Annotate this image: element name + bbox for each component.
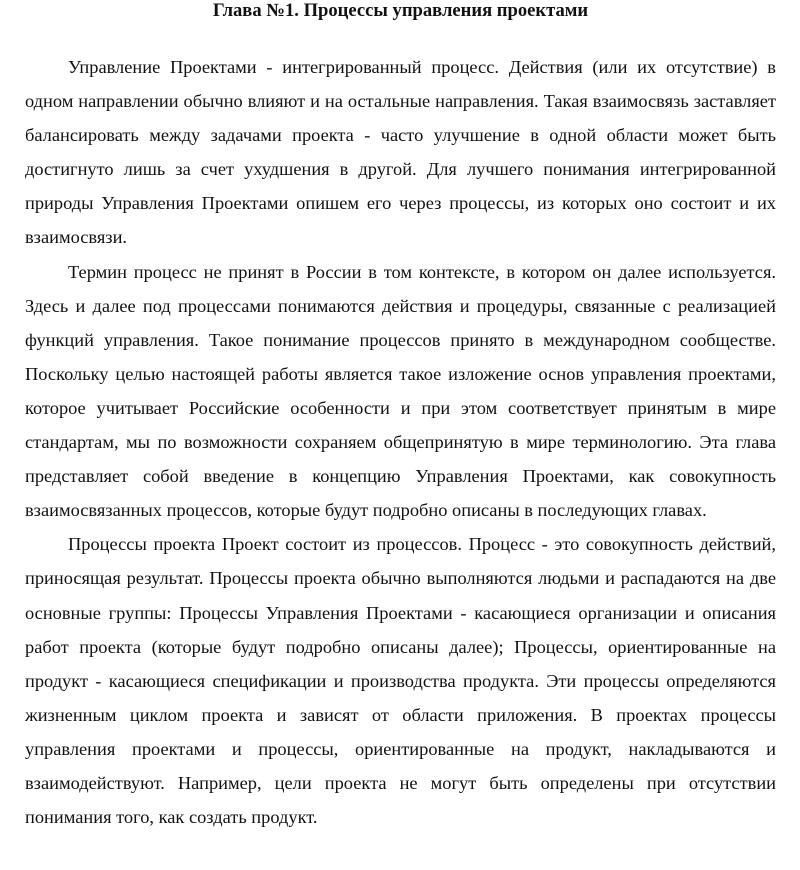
paragraph-process-term: Термин процесс не принят в России в том контексте, в котором он далее используется. Здесь и далее под процессами понимаются действия и процедуры, связанные с реализацией функций управления. Такое понимание процессов принято в международном сообществе. Поскольку целью настоящей работы является такое изложение основ управления проектами, которое учитывает Российские особенности и при этом соответствует принятым в мире стандартам, мы по возможности сохраняем общепринятую в мире терминологию. Эта глава представляет собой введение в концепцию Управления Проектами, как совокупность взаимосвязанных процессов, которые будут подробно описаны в последующих главах. bbox=[25, 261, 776, 521]
paragraph-project-processes: Процессы проекта Проект состоит из процессов. Процесс - это совокупность действий, приносящая результат. Процессы проекта обычно выполняются людьми и распадаются на две основные группы: Процессы Управления Проектами - касающиеся организации и описания работ проекта (которые будут подробно описаны далее); Процессы, ориентированные на продукт - касающиеся спецификации и производства продукта. Эти процессы определяются жизненным циклом проекта и зависят от области приложения. В проектах процессы управления проектами и процессы, ориентированные на продукт, накладываются и взаимодействуют. Например, цели проекта не могут быть определены при отсутствии понимания того, как создать продукт. bbox=[25, 534, 776, 828]
chapter-title: Глава №1. Процессы управления проектами bbox=[212, 0, 589, 21]
paragraph-integration: Управление Проектами - интегрированный процесс. Действия (или их отсутствие) в одном направлении обычно влияют и на остальные направления. Такая взаимосвязь заставляет балансировать между задачами проекта - часто улучшение в одной области может быть достигнуто лишь за счет ухудшения в другой. Для лучшего понимания интегрированной природы Управления Проектами опишем его через процессы, из которых оно состоит и их взаимосвязи. bbox=[25, 57, 776, 248]
